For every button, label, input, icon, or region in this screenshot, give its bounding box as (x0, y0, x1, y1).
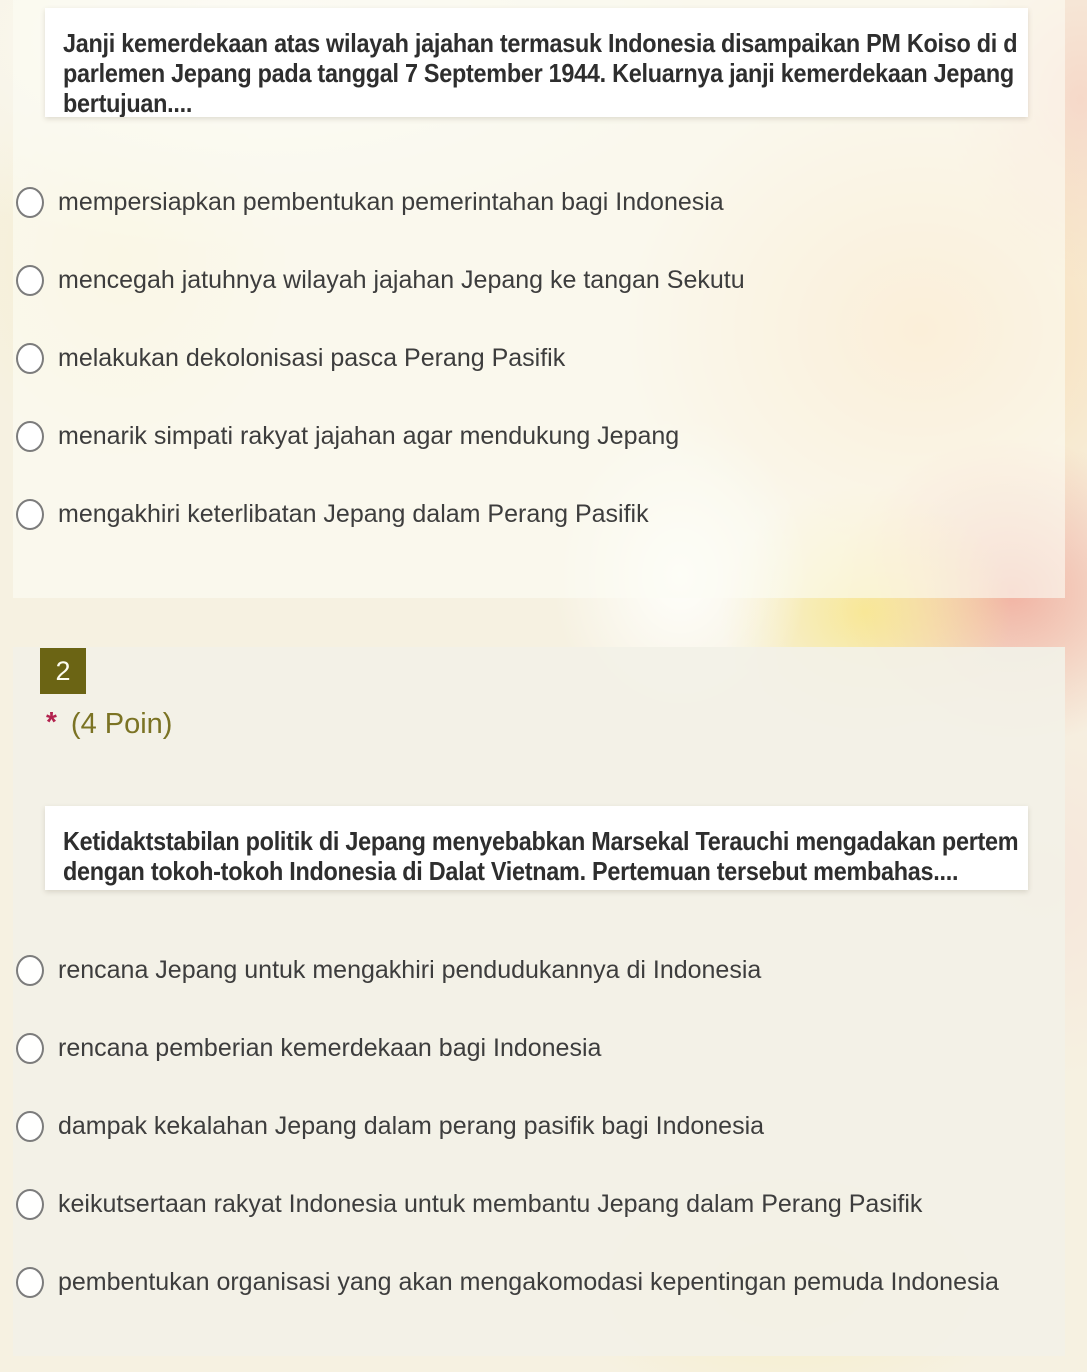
answer-option-row[interactable] (16, 497, 1016, 531)
answer-option-row[interactable] (16, 953, 1016, 987)
answer-option-label: rencana Jepang untuk mengakhiri pendudukannya di Indonesia (58, 955, 762, 984)
question-2-card (13, 647, 1065, 1356)
answer-option-row[interactable] (16, 1109, 1016, 1143)
answer-option-row[interactable] (16, 341, 1016, 375)
answer-option-label: melakukan dekolonisasi pasca Perang Pasifik (58, 343, 566, 372)
answer-option-label: rencana pemberian kemerdekaan bagi Indonesia (58, 1033, 602, 1062)
radio-unselected-icon[interactable] (16, 343, 44, 374)
question-1-text-line: parlemen Jepang pada tanggal 7 September 1944. Keluarnya janji kemerdekaan Jepang (63, 58, 1014, 88)
points-label: (4 Poin) (70, 708, 173, 740)
radio-unselected-icon[interactable] (16, 421, 44, 452)
question-1-text-line: Janji kemerdekaan atas wilayah jajahan termasuk Indonesia disampaikan PM Koiso di d (63, 28, 1018, 58)
question-number-badge: 2 (40, 648, 86, 694)
radio-unselected-icon[interactable] (16, 955, 44, 986)
question-1-text-line: bertujuan.... (63, 88, 193, 117)
question-points (46, 705, 172, 743)
answer-option-label: keikutsertaan rakyat Indonesia untuk membantu Jepang dalam Perang Pasifik (58, 1189, 923, 1218)
radio-unselected-icon[interactable] (16, 187, 44, 218)
radio-unselected-icon[interactable] (16, 1111, 44, 1142)
answer-option-label: dampak kekalahan Jepang dalam perang pasifik bagi Indonesia (58, 1111, 765, 1140)
radio-unselected-icon[interactable] (16, 265, 44, 296)
answer-option-row[interactable] (16, 419, 1016, 453)
question-2-text-line: dengan tokoh-tokoh Indonesia di Dalat Vietnam. Pertemuan tersebut membahas.... (63, 856, 959, 886)
answer-option-row[interactable] (16, 185, 1016, 219)
required-asterisk: * (46, 706, 57, 737)
radio-unselected-icon[interactable] (16, 499, 44, 530)
answer-option-row[interactable] (16, 1031, 1016, 1065)
answer-option-label: pembentukan organisasi yang akan mengakomodasi kepentingan pemuda Indonesia (58, 1267, 999, 1296)
answer-option-label: menarik simpati rakyat jajahan agar mendukung Jepang (58, 421, 680, 450)
answer-option-row[interactable] (16, 1187, 1016, 1221)
radio-unselected-icon[interactable] (16, 1033, 44, 1064)
radio-unselected-icon[interactable] (16, 1267, 44, 1298)
question-1-card (13, 0, 1065, 598)
answer-option-row[interactable] (16, 263, 1016, 297)
answer-option-row[interactable] (16, 1265, 1016, 1299)
question-2-text-line: Ketidaktstabilan politik di Jepang menyebabkan Marsekal Terauchi mengadakan pertem (63, 826, 1019, 856)
answer-option-label: mencegah jatuhnya wilayah jajahan Jepang ke tangan Sekutu (58, 265, 745, 294)
answer-option-label: mempersiapkan pembentukan pemerintahan bagi Indonesia (58, 187, 724, 216)
question-1-text-image (45, 8, 1028, 117)
radio-unselected-icon[interactable] (16, 1189, 44, 1220)
question-2-text-image (45, 806, 1028, 890)
answer-option-label: mengakhiri keterlibatan Jepang dalam Perang Pasifik (58, 499, 649, 528)
